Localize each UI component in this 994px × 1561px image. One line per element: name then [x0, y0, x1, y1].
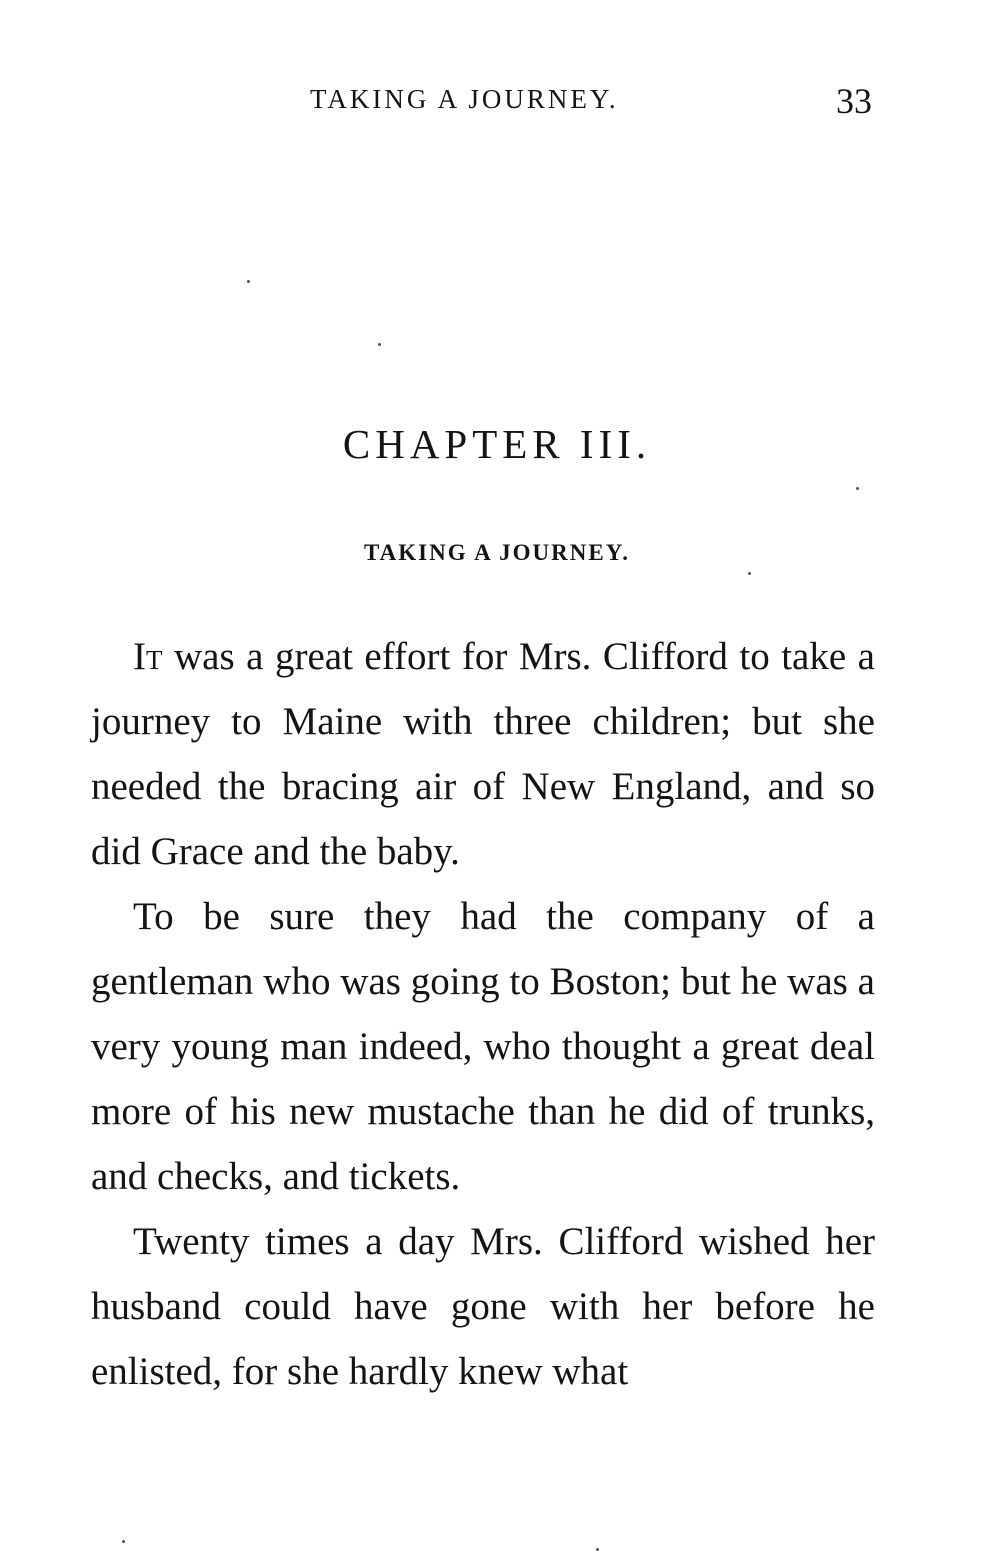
paragraph-1-text: was a great effort for Mrs. Clifford to take a journey to Maine with three children; but she needed the bracing air of New England, and so did Grace and the baby.: [91, 635, 875, 873]
body-text: [91, 624, 875, 1404]
scan-speck: [378, 343, 381, 346]
paragraph-1: [91, 624, 875, 884]
running-title: TAKING A JOURNEY.: [310, 84, 619, 114]
scan-speck: [122, 1540, 125, 1543]
paragraph-opening-word: It: [133, 635, 163, 678]
chapter-heading: CHAPTER III.: [342, 421, 652, 467]
scan-speck: [748, 572, 751, 575]
running-head: [0, 80, 994, 120]
scan-speck: [596, 1548, 599, 1551]
paragraph-3: Twenty times a day Mrs. Clifford wished her husband could have gone with her before he enlisted, for she hardly knew what: [91, 1220, 875, 1393]
page-number: 33: [836, 81, 872, 121]
chapter-title: TAKING A JOURNEY.: [364, 540, 630, 565]
scan-speck: [856, 487, 859, 490]
paragraph-2: To be sure they had the company of a gentleman who was going to Boston; but he was a very young man indeed, who thought a great deal more of his new mustache than he did of trunks, and checks, and tickets.: [91, 895, 875, 1198]
scan-speck: [247, 280, 250, 283]
